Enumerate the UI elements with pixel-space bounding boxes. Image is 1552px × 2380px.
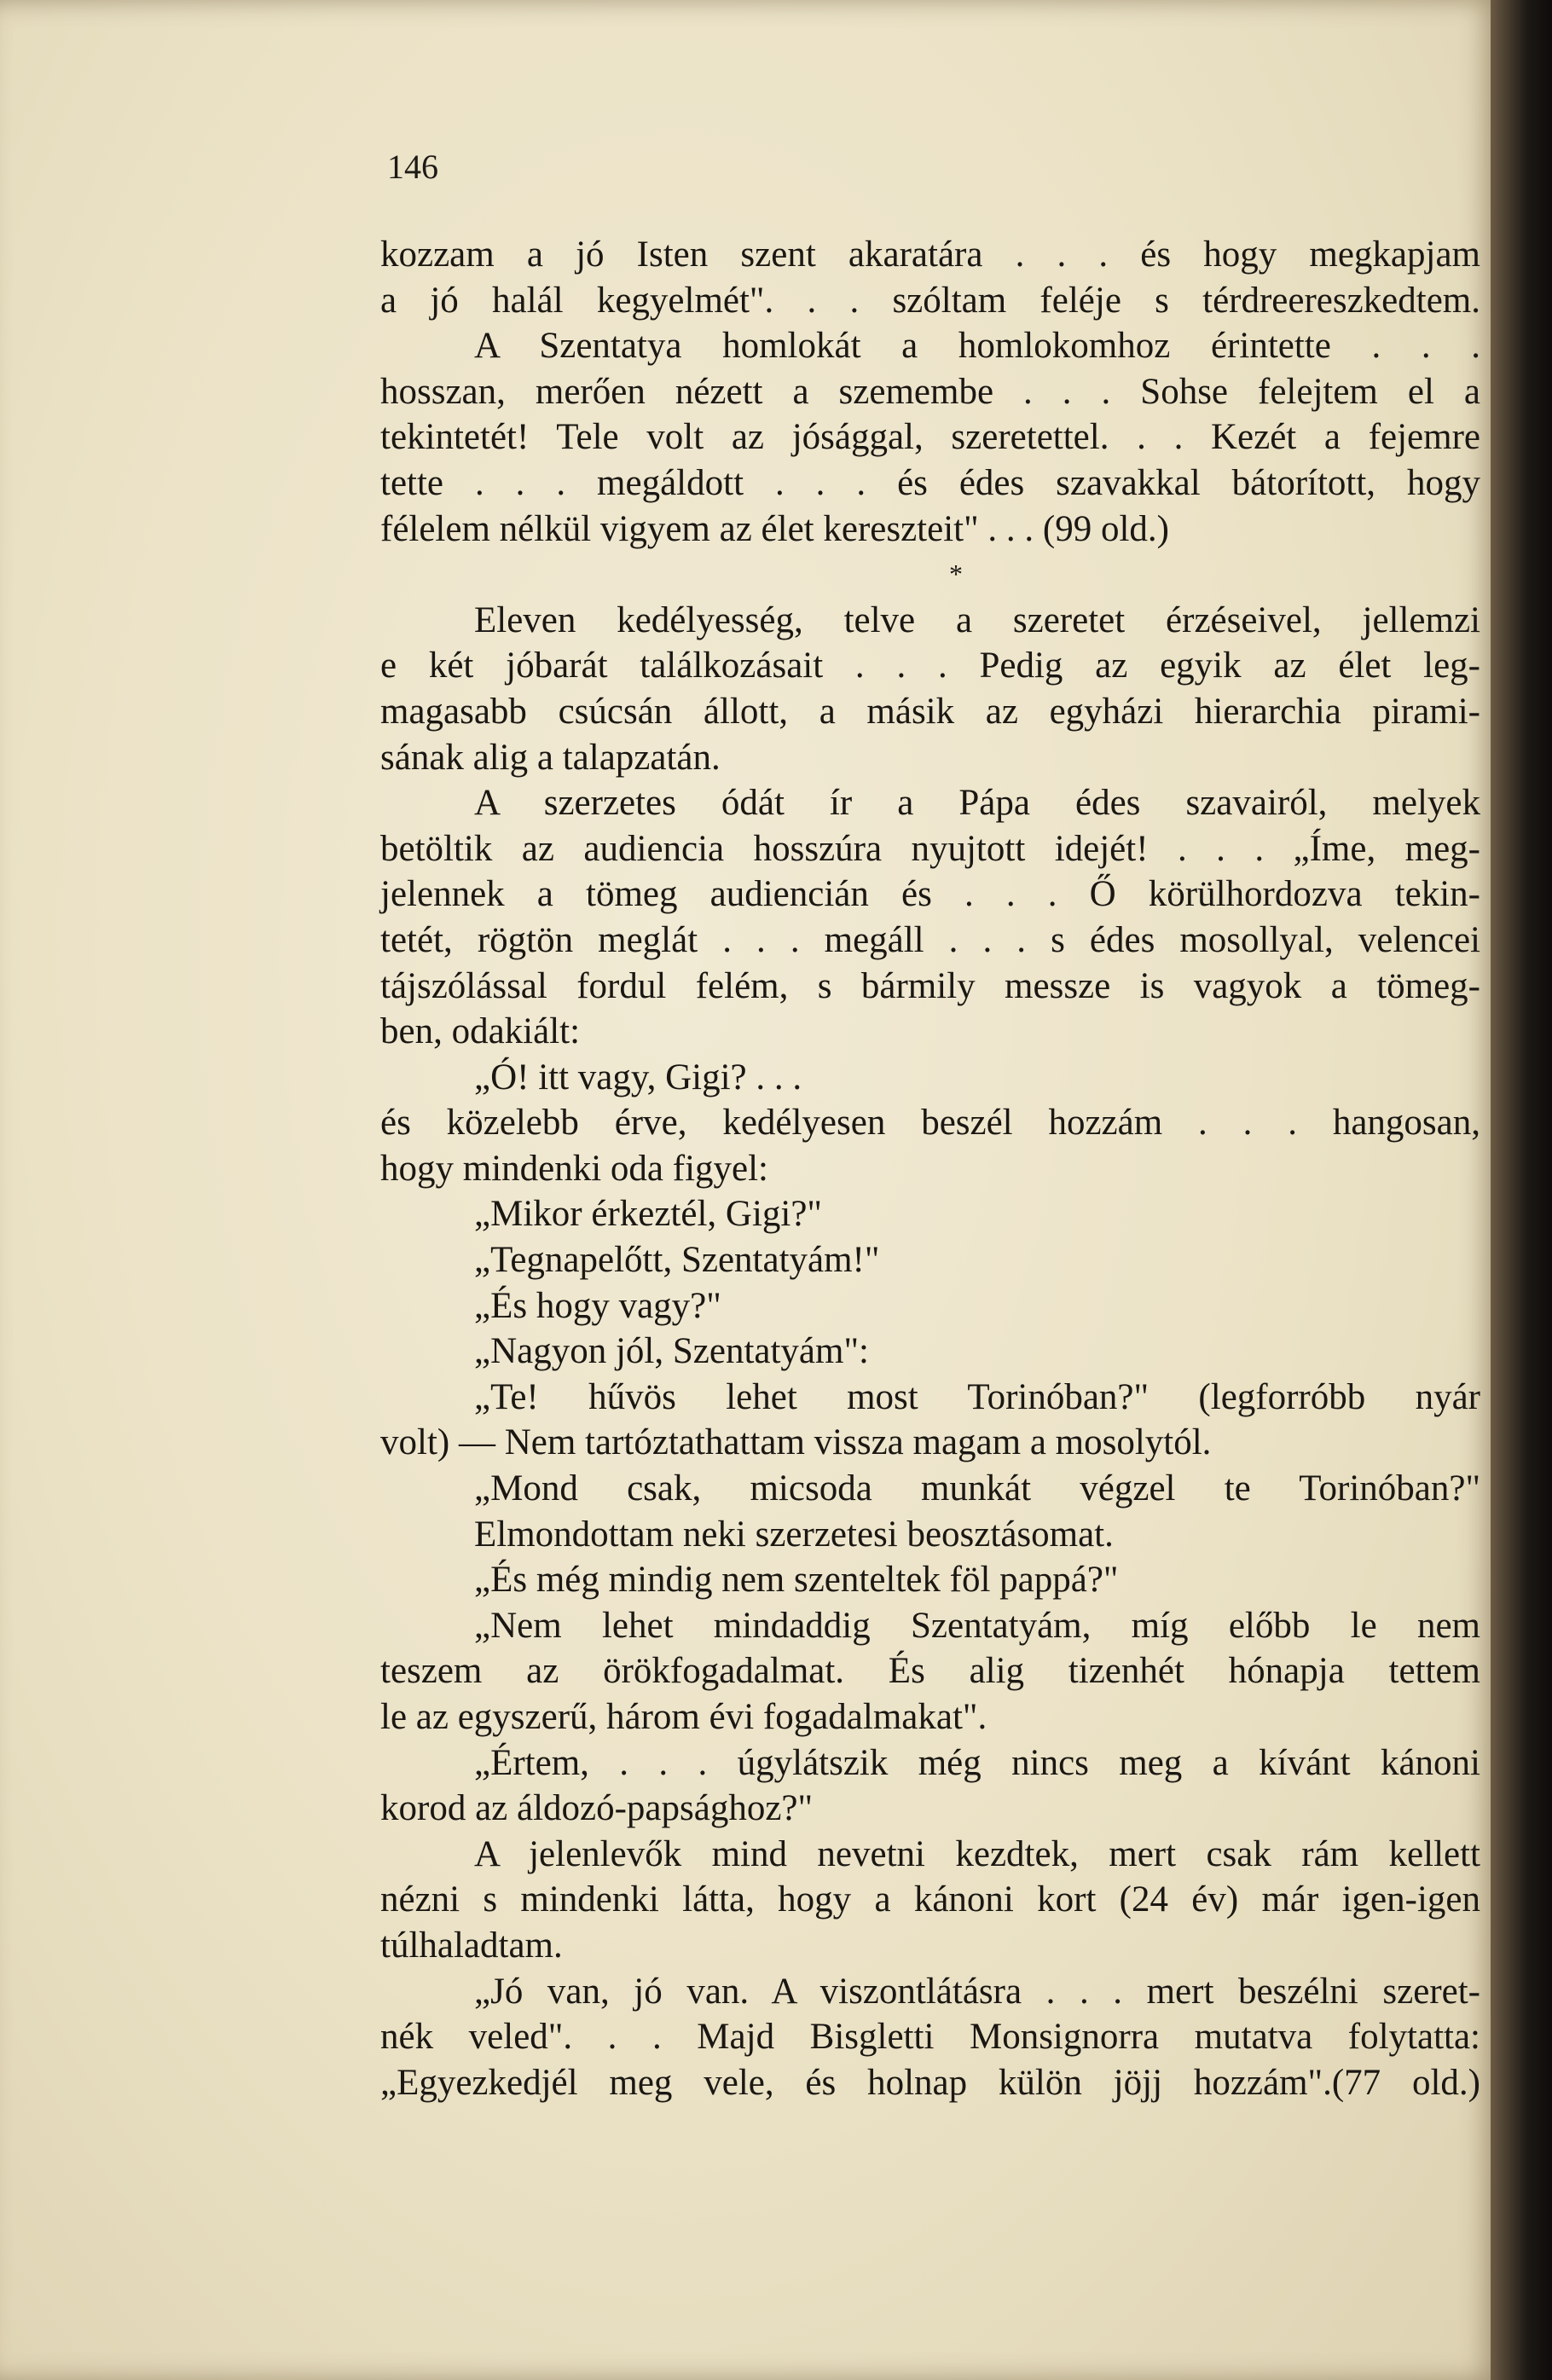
text-line: A szerzetes ódát ír a Pápa édes szavairól, melyek — [474, 783, 1480, 824]
text-line: tekintetét! Tele volt az jósággal, szeretettel. . . Kezét a fejemre — [380, 417, 1480, 458]
text-line: „Nem lehet mindaddig Szentatyám, míg előbb le nem — [474, 1605, 1480, 1646]
text-line: le az egyszerű, három évi fogadalmakat". — [380, 1697, 987, 1737]
text-line: magasabb csúcsán állott, a másik az egyházi hierarchia pirami- — [380, 691, 1480, 732]
text-line: „Értem, . . . úgylátszik még nincs meg a kívánt kánoni — [474, 1742, 1480, 1783]
text-line: „Jó van, jó van. A viszontlátásra . . . mert beszélni szeret- — [474, 1971, 1480, 2012]
text-line: nék veled". . . Majd Bisgletti Monsignorra mutatva folytatta: — [380, 2017, 1480, 2058]
text-line: teszem az örökfogadalmat. És alig tizenhét hónapja tettem — [380, 1651, 1480, 1692]
text-line: „Ó! itt vagy, Gigi? . . . — [474, 1057, 802, 1097]
text-line: Elmondottam neki szerzetesi beosztásomat. — [474, 1514, 1114, 1555]
text-line: tetét, rögtön meglát . . . megáll . . . s édes mosollyal, velencei — [380, 919, 1480, 960]
text-line: korod az áldozó-papsághoz?" — [380, 1788, 814, 1829]
text-line: ben, odakiált: — [380, 1011, 581, 1052]
text-line: „Egyezkedjél meg vele, és holnap külön jöjj hozzám".(77 old.) — [380, 2062, 1480, 2103]
text-line: „Te! hűvös lehet most Torinóban?" (legforróbb nyár — [474, 1376, 1480, 1417]
text-line: hosszan, merően nézett a szemembe . . . Sohse felejtem el a — [380, 371, 1480, 412]
text-line: hogy mindenki oda figyel: — [380, 1148, 769, 1189]
text-line: a jó halál kegyelmét". . . szóltam feléje s térdreereszkedtem. — [380, 280, 1480, 321]
text-line: „Tegnapelőtt, Szentatyám!" — [474, 1240, 880, 1281]
section-separator: * — [949, 559, 963, 590]
text-line: sának alig a talapzatán. — [380, 737, 721, 778]
text-line: jelennek a tömeg audiencián és . . . Ő körülhordozva tekin- — [380, 874, 1480, 915]
text-line: A Szentatya homlokát a homlokomhoz érintette . . . — [474, 326, 1480, 367]
text-line: volt) — Nem tartóztathattam vissza magam a mosolytól. — [380, 1422, 1212, 1463]
page-number: 146 — [387, 148, 438, 186]
text-line: A jelenlevők mind nevetni kezdtek, mert csak rám kellett — [474, 1833, 1480, 1874]
text-line: kozzam a jó Isten szent akaratára . . . és hogy megkapjam — [380, 235, 1480, 275]
page-text — [380, 232, 1480, 2105]
text-line: nézni s mindenki látta, hogy a kánoni kort (24 év) már igen-igen — [380, 1879, 1480, 1920]
text-line: „Mikor érkeztél, Gigi?" — [474, 1194, 822, 1235]
text-line: túlhaladtam. — [380, 1925, 563, 1966]
text-line: betöltik az audiencia hosszúra nyujtott idejét! . . . „Íme, meg- — [380, 828, 1480, 869]
text-line: e két jóbarát találkozásait . . . Pedig az egyik az élet leg- — [380, 646, 1480, 686]
text-line: és közelebb érve, kedélyesen beszél hozzám . . . hangosan, — [380, 1103, 1480, 1144]
book-spine-shadow — [1491, 0, 1552, 2380]
text-line: „Mond csak, micsoda munkát végzel te Torinóban?" — [474, 1468, 1480, 1509]
text-line: „És hogy vagy?" — [474, 1285, 721, 1326]
text-line: „Nagyon jól, Szentatyám": — [474, 1331, 869, 1372]
text-line: „És még mindig nem szenteltek föl pappá?" — [474, 1560, 1119, 1601]
text-line: tájszólással fordul felém, s bármily messze is vagyok a tömeg- — [380, 965, 1480, 1006]
text-line: tette . . . megáldott . . . és édes szavakkal bátorított, hogy — [380, 462, 1480, 503]
text-line: félelem nélkül vigyem az élet kereszteit" . . . (99 old.) — [380, 508, 1169, 549]
text-line: Eleven kedélyesség, telve a szeretet érzéseivel, jellemzi — [474, 599, 1480, 640]
